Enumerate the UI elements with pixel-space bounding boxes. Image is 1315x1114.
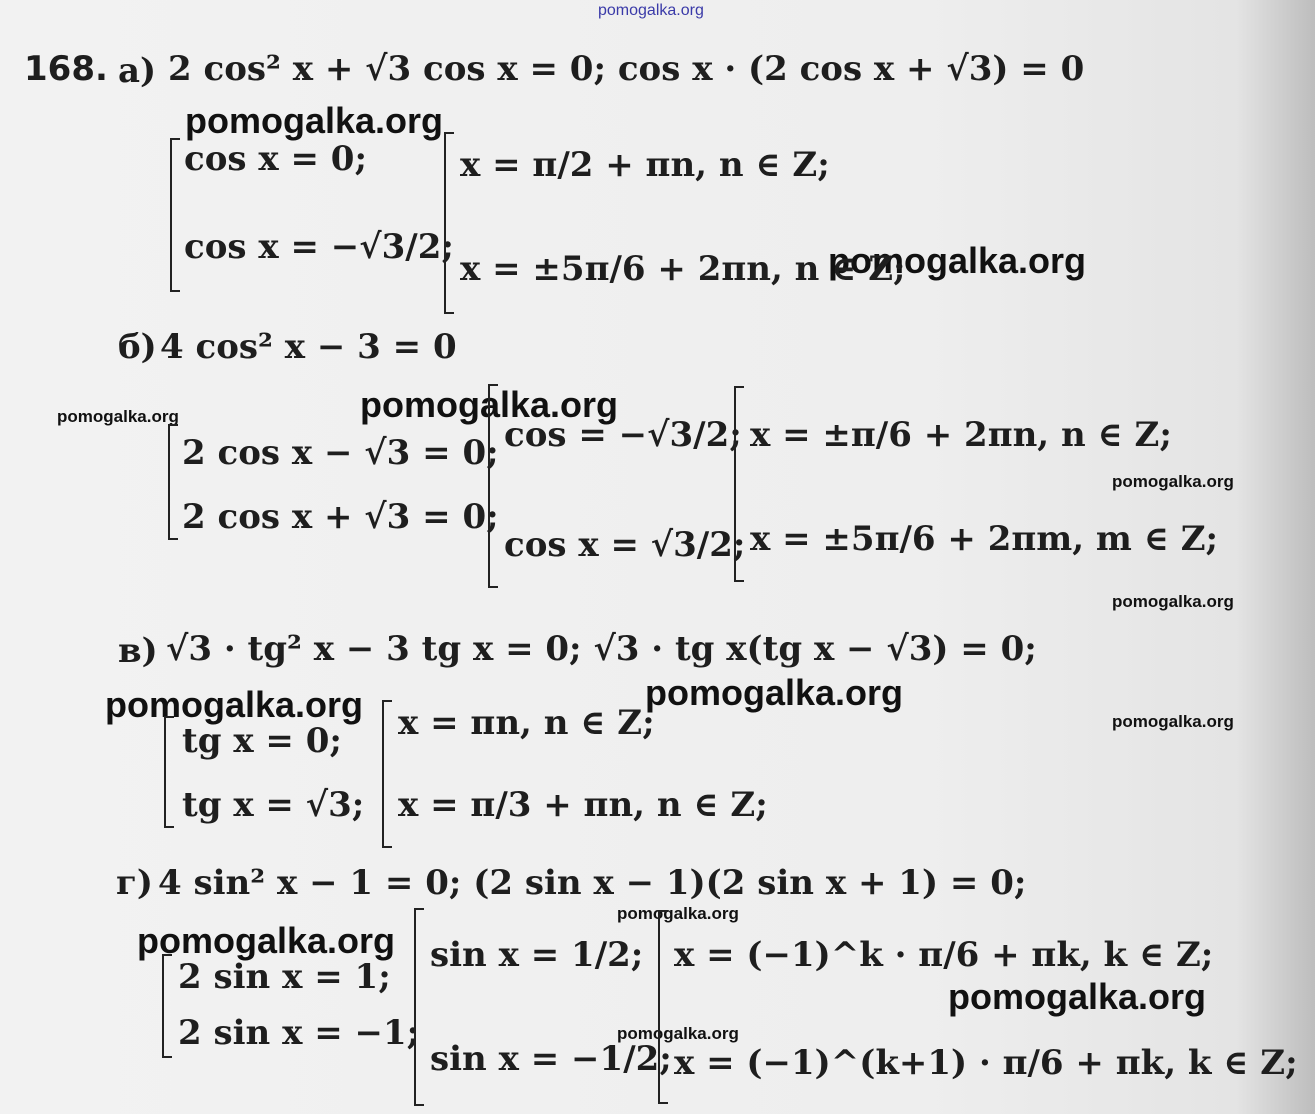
part-v-sys1-line1: tg x = 0; [182,721,342,761]
system-bracket [382,700,392,848]
part-v-sys1-line2: tg x = √3; [182,785,365,825]
part-g-sys1-line2: 2 sin x = −1; [178,1013,420,1053]
part-b-sys1-line1: 2 cos x − √3 = 0; [182,433,499,473]
watermark-top: pomogalka.org [598,2,704,19]
part-v-sys2-line1: x = πn, n ∈ Z; [398,703,655,743]
watermark: pomogalka.org [57,407,179,426]
part-b-sys3-line1: x = ±π/6 + 2πn, n ∈ Z; [750,415,1172,455]
part-a-label: а) [118,51,157,91]
system-bracket [658,910,668,1104]
watermark: pomogalka.org [948,976,1207,1017]
system-bracket [444,132,454,314]
watermark: pomogalka.org [617,1024,739,1043]
part-g-sys2-line2: sin x = −1/2; [430,1039,672,1079]
part-a-sys2-line1: x = π/2 + πn, n ∈ Z; [460,145,830,185]
watermark: pomogalka.org [645,672,904,713]
watermark: pomogalka.org [1112,712,1234,731]
part-a-sys1-line2: cos x = −√3/2; [184,227,454,267]
watermark: pomogalka.org [1112,592,1234,611]
watermark: pomogalka.org [185,100,444,141]
system-bracket [162,954,172,1058]
part-v-label: в) [118,631,158,671]
part-b-sys2-line2: cos x = √3/2; [504,525,746,565]
part-a-sys2-line2: x = ±5π/6 + 2πn, n ∈ Z; [460,249,906,289]
problem-number: 168. [24,49,108,89]
part-b-sys2-line1: cos = −√3/2; [504,415,742,455]
part-b-sys1-line2: 2 cos x + √3 = 0; [182,497,499,537]
part-g-sys2-line1: sin x = 1/2; [430,935,644,975]
watermark: pomogalka.org [137,920,396,961]
watermark: pomogalka.org [360,384,619,425]
watermark: pomogalka.org [828,240,1087,281]
part-b-label: б) [118,327,157,367]
part-a-equation: 2 cos² x + √3 cos x = 0; cos x · (2 cos x + √3) = 0 [168,49,1085,89]
system-bracket [170,138,180,292]
part-g-sys3-line1: x = (−1)^k · π/6 + πk, k ∈ Z; [674,935,1214,975]
watermark: pomogalka.org [617,904,739,923]
part-a-sys1-line1: cos x = 0; [184,139,367,179]
system-bracket [164,716,174,828]
part-g-sys3-line2: x = (−1)^(k+1) · π/6 + πk, k ∈ Z; [674,1043,1298,1083]
watermark: pomogalka.org [1112,472,1234,491]
system-bracket [734,386,744,582]
part-g-sys1-line1: 2 sin x = 1; [178,957,391,997]
system-bracket [488,384,498,588]
part-v-sys2-line2: x = π/3 + πn, n ∈ Z; [398,785,768,825]
system-bracket [414,908,424,1106]
watermark: pomogalka.org [105,684,364,725]
part-b-sys3-line2: x = ±5π/6 + 2πm, m ∈ Z; [750,519,1219,559]
part-g-equation: 4 sin² x − 1 = 0; (2 sin x − 1)(2 sin x + 1) = 0; [158,863,1027,903]
part-b-equation: 4 cos² x − 3 = 0 [160,327,457,367]
part-v-equation: √3 · tg² x − 3 tg x = 0; √3 · tg x(tg x − √3) = 0; [166,629,1037,669]
part-g-label: г) [116,863,153,903]
system-bracket [168,424,178,540]
